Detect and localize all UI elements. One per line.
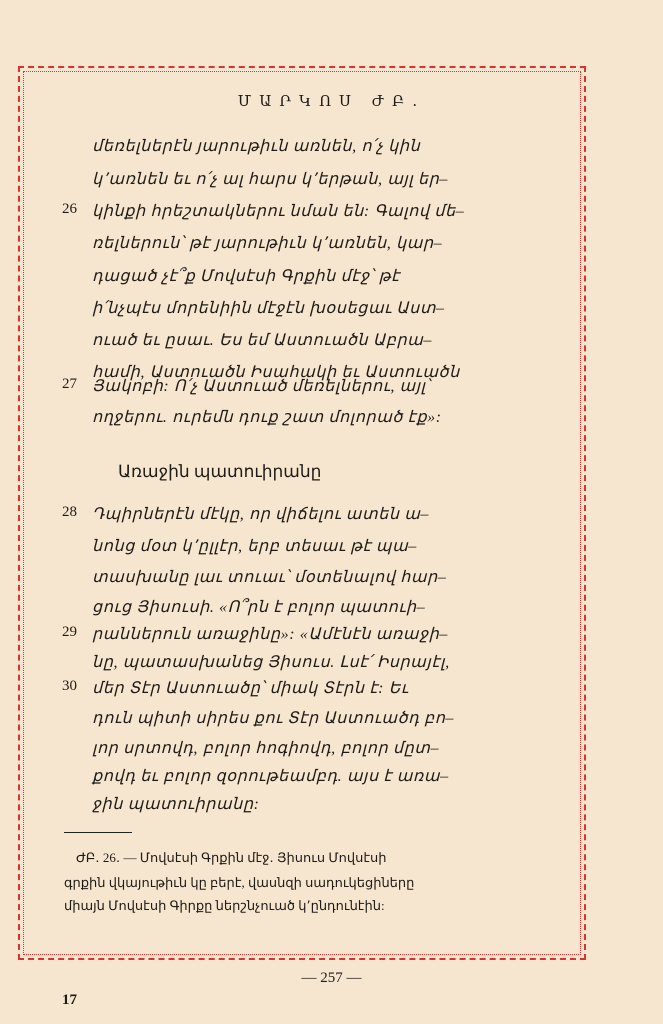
- text-line: նոնց մօտ կ՚ըլլէր, երբ տեսաւ թէ պա–: [92, 538, 417, 555]
- text-line: Դպիրներէն մէկը, որ վիճելու ատեն ա–: [92, 506, 430, 523]
- text-line: լոր սրտովդ, բոլոր հոգիովդ, բոլոր մըտ–: [92, 740, 440, 757]
- text-line: ուած եւ ըսաւ. Ես եմ Աստուածն Աբրա–: [92, 332, 432, 349]
- text-line: նը, պատասխանեց Յիսուս. Լսէ՛ Իսրայէլ,: [92, 654, 450, 671]
- text-line: կ՚առնեն եւ ո՛չ ալ հարս կ՚երթան, այլ եր–: [92, 171, 449, 188]
- verse-number: 28: [62, 504, 77, 520]
- text-line: քովդ եւ բոլոր զօրութեամբդ. այս է առա–: [92, 768, 449, 785]
- signature-mark: 17: [62, 992, 77, 1008]
- footnote-line: ԺԲ․ 26․ — Մովսէսի Գրքին մէջ․ Յիսուս Մովսէսի: [76, 850, 387, 865]
- text-line: ռելներուն՝ թէ յարութիւն կ՚առնեն, կար–: [92, 235, 443, 252]
- text-line: մեր Տէր Աստուածը՝ միակ Տէրն է: Եւ: [92, 680, 409, 697]
- text-line: ջին պատուիրանը:: [92, 796, 260, 813]
- verse-number: 29: [62, 624, 77, 640]
- text-line: համի, Աստուածն Իսահակի եւ Աստուածն: [92, 364, 460, 381]
- page-number: — 257 —: [301, 970, 362, 986]
- footnote-rule: [64, 832, 132, 833]
- text-line: ողջերու. ուրեմն դուք շատ մոլորած էք»:: [92, 409, 442, 426]
- verse-number: 27: [62, 376, 77, 392]
- section-heading: Առաջին պատուիրանը: [118, 462, 322, 481]
- verse-number: 30: [62, 678, 77, 694]
- verse-number: 26: [62, 201, 77, 217]
- text-line: Յակոբի: Ո՛չ Աստուած մեռելներու, այլ՝: [92, 378, 430, 395]
- text-line: տասխանը լաւ տուաւ՝ մօտենալով հար–: [92, 569, 447, 586]
- text-line: դուն պիտի սիրես քու Տէր Աստուածդ բո–: [92, 710, 455, 727]
- text-line: դացած չէ՞ք Մովսէսի Գրքին մէջ՝ թէ: [92, 268, 400, 285]
- footnote-line: միայն Մովսէսի Գիրքը ներշնչուած կ՚ընդունէին:: [64, 898, 385, 913]
- text-line: մեռելներէն յարութիւն առնեն, ո՛չ կին: [92, 138, 421, 155]
- text-line: ի՛նչպէս մորենիին մէջէն խօսեցաւ Աստ–: [92, 300, 445, 317]
- text-line: րաններուն առաջինը»: «Ամէնէն առաջի–: [92, 626, 448, 643]
- text-line: կինքի հրեշտակներու նման են: Գալով մե–: [92, 203, 465, 220]
- running-head: ՄԱՐԿՈՍ ԺԲ․: [237, 92, 426, 110]
- footnote-line: գրքին վկայութիւն կը բերէ, վասնզի սադուկեցիները: [64, 875, 415, 890]
- text-line: ցուց Յիսուսի. «Ո՞րն է բոլոր պատուի–: [92, 599, 426, 616]
